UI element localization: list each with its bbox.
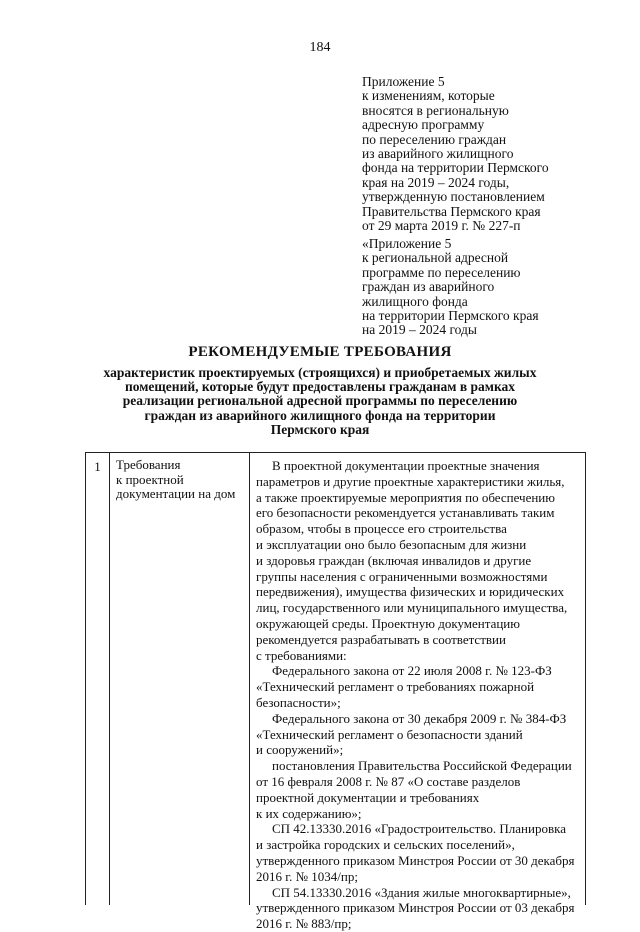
requirement-text-cell	[256, 458, 581, 932]
requirement-text-line: лиц, государственного или муниципального имущества,	[256, 600, 568, 616]
appendix-line: к региональной адресной	[362, 250, 509, 266]
appendix-line: утвержденную постановлением	[362, 189, 545, 205]
requirement-text-line: «Технический регламент о безопасности зданий	[256, 726, 523, 742]
requirement-text-line: его безопасности рекомендуется устанавливать таким	[256, 505, 555, 521]
appendix-line: программе по переселению	[362, 264, 521, 280]
requirement-text-line: с требованиями:	[256, 647, 347, 663]
page-number: 184	[309, 40, 331, 55]
requirements-table	[85, 452, 586, 932]
subtitle-line: характеристик проектируемых (строящихся) и приобретаемых жилых	[103, 365, 537, 380]
requirement-text-line: окружающей среды. Проектную документацию	[256, 615, 520, 631]
column-divider	[249, 453, 250, 905]
appendix-line: от 29 марта 2019 г. № 227-п	[362, 218, 521, 234]
requirement-text-line: утвержденного приказом Минстроя России от 30 декабря	[256, 852, 575, 868]
appendix-line: адресную программу	[362, 117, 485, 133]
requirement-text-line: Федерального закона от 22 июля 2008 г. № 123-ФЗ	[272, 663, 552, 679]
appendix-line: края на 2019 – 2024 годы,	[362, 174, 510, 190]
row-number-cell: 1	[94, 459, 101, 474]
requirement-text-line: В проектной документации проектные значения	[272, 458, 540, 473]
appendix-amendment-block	[362, 75, 602, 233]
appendix-line: Правительства Пермского края	[362, 203, 541, 219]
requirement-text-line: СП 42.13330.2016 «Градостроительство. Планировка	[272, 821, 566, 837]
appendix-line: вносятся в региональную	[362, 102, 509, 118]
document-subtitle	[80, 366, 560, 437]
requirement-text-line: 2016 г. № 1034/пр;	[256, 868, 358, 884]
appendix-line: на территории Пермского края	[362, 308, 539, 324]
requirement-name-line: к проектной	[116, 471, 184, 487]
requirement-text-line: образом, чтобы в процессе его строительства	[256, 521, 507, 537]
requirement-text-line: и здоровья граждан (включая инвалидов и другие	[256, 552, 532, 568]
appendix-line: на 2019 – 2024 годы	[362, 322, 477, 338]
appendix-line: фонда на территории Пермского	[362, 160, 549, 176]
requirement-text-line: Федерального закона от 30 декабря 2009 г. № 384-ФЗ	[272, 710, 567, 726]
subtitle-line: граждан из аварийного жилищного фонда на территории	[144, 407, 496, 423]
document-title: РЕКОМЕНДУЕМЫЕ ТРЕБОВАНИЯ	[188, 344, 452, 360]
requirement-text-line: от 16 февраля 2008 г. № 87 «О составе разделов	[256, 773, 521, 789]
requirement-text-line: и сооружений»;	[256, 742, 344, 758]
appendix-line: из аварийного жилищного	[362, 146, 514, 162]
requirement-text-line: постановления Правительства Российской Федерации	[272, 758, 572, 774]
requirement-text-line: передвижения), имущества физических и юридических	[256, 584, 565, 600]
appendix-line: Приложение 5	[362, 74, 445, 89]
requirement-name-line: Требования	[116, 457, 181, 472]
requirement-text-line: 2016 г. № 883/пр;	[256, 916, 352, 932]
requirement-text-line: и застройка городских и сельских поселений»,	[256, 837, 515, 853]
subtitle-line: Пермского края	[270, 421, 370, 437]
subtitle-line: помещений, которые будут предоставлены гражданам в рамках	[124, 379, 516, 395]
requirement-text-line: «Технический регламент о требованиях пожарной	[256, 679, 535, 695]
requirement-text-line: безопасности»;	[256, 694, 341, 710]
appendix-line: жилищного фонда	[362, 293, 468, 309]
requirement-name-cell	[116, 458, 246, 502]
requirement-text-line: а также проектируемые мероприятия по обеспечению	[256, 489, 555, 505]
requirement-name-line: документации на дом	[116, 486, 236, 501]
requirement-text-line: проектной документации и требованиях	[256, 789, 480, 805]
subtitle-line: реализации региональной адресной программы по переселению	[122, 393, 518, 409]
column-divider	[109, 453, 110, 905]
requirement-text-line: параметров и другие проектные характеристики жилья,	[256, 473, 565, 489]
requirement-text-line: СП 54.13330.2016 «Здания жилые многоквартирные»,	[272, 884, 571, 900]
requirement-text-line: к их содержанию»;	[256, 805, 362, 821]
appendix-line: к изменениям, которые	[362, 88, 495, 104]
appendix-line: «Приложение 5	[362, 236, 452, 251]
requirement-text-line: и эксплуатации оно было безопасным для жизни	[256, 536, 527, 552]
appendix-line: по переселению граждан	[362, 131, 507, 147]
requirement-text-line: группы населения с ограниченными возможностями	[256, 568, 548, 584]
requirement-text-line: утвержденного приказом Минстроя России от 03 декабря	[256, 900, 575, 916]
appendix-program-block	[362, 237, 602, 338]
requirement-text-line: рекомендуется разрабатывать в соответствии	[256, 631, 506, 647]
appendix-line: граждан из аварийного	[362, 279, 495, 295]
